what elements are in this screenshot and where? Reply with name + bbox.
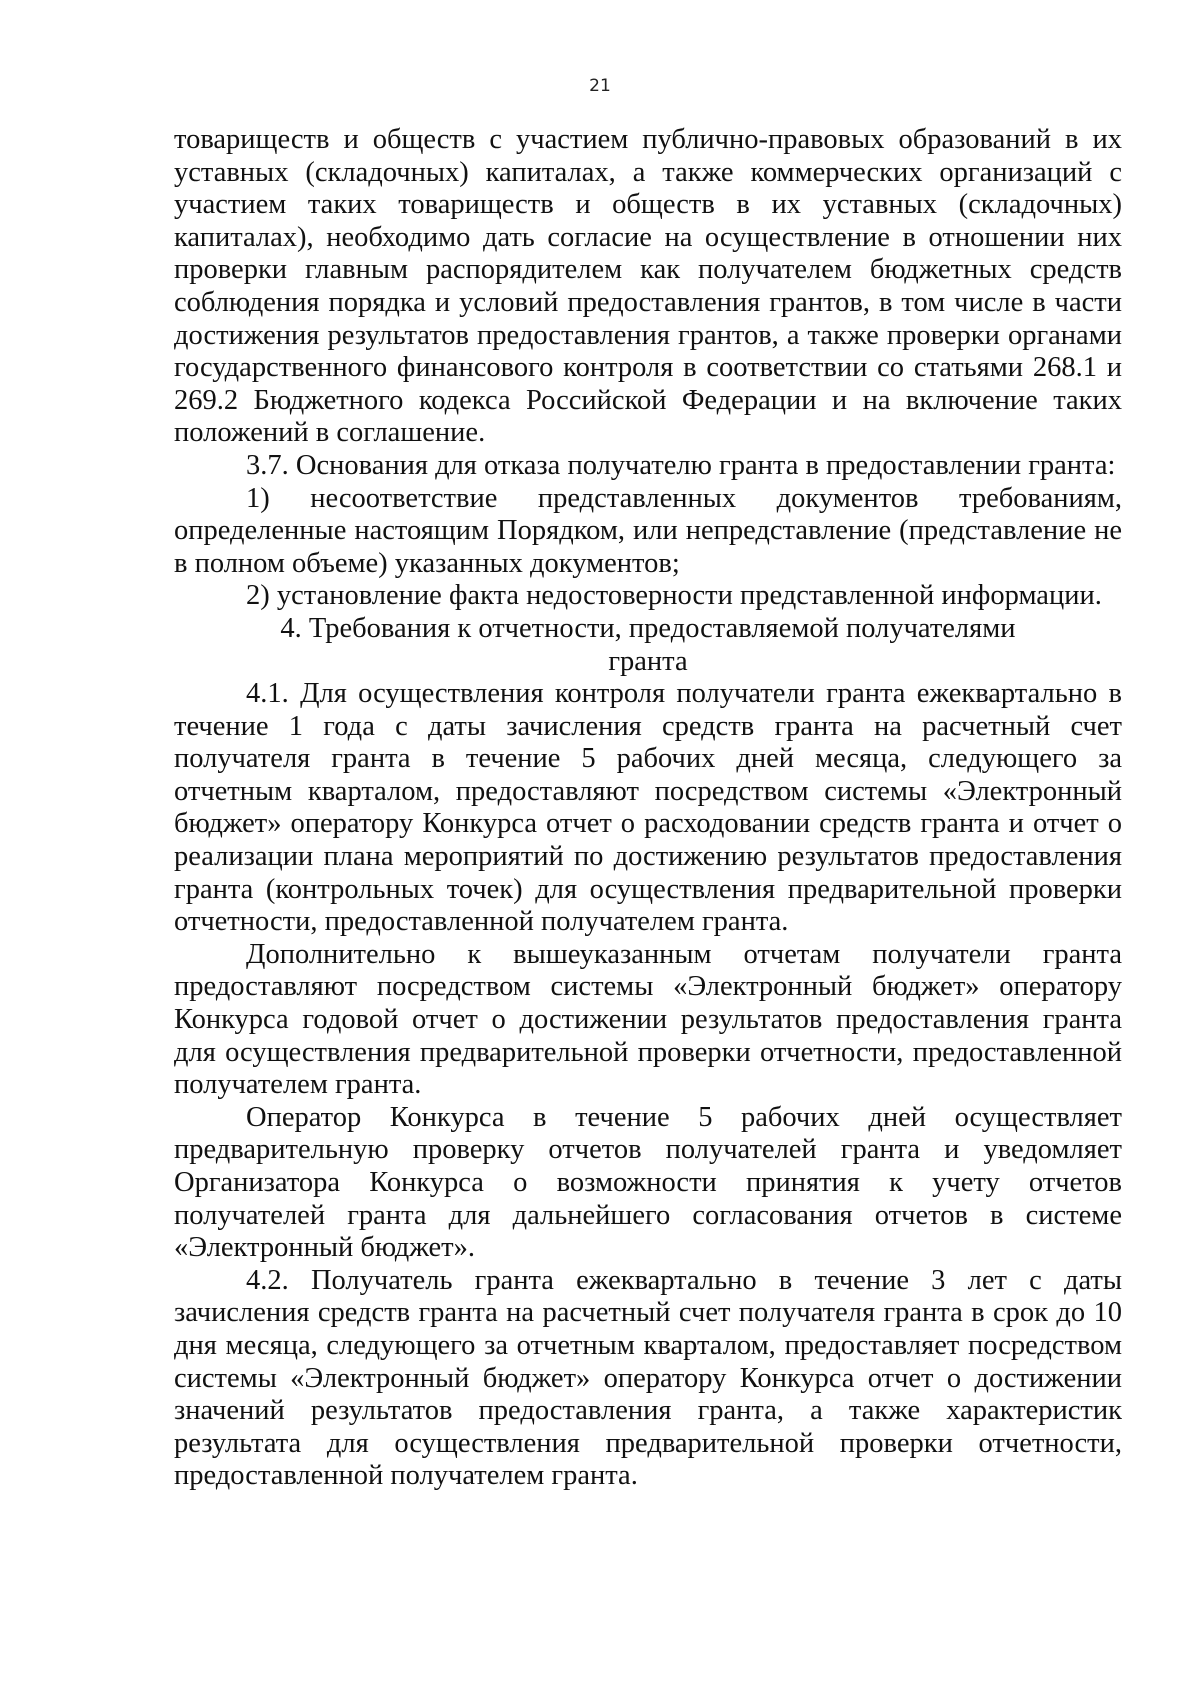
paragraph-4-2: 4.2. Получатель гранта ежеквартально в течение 3 лет с даты зачисления средств гранта на расчетный счет получателя гранта в срок до 10 дня месяца, следующего за отчетным кварталом, предоставляет посредством системы «Электронный бюджет» оператору Конкурса отчет о достижении значений результатов предоставления гранта, а также характеристик результата для осуществления предварительной проверки отчетности, предоставленной получателем гранта.	[174, 1264, 1122, 1492]
paragraph-additional-reports: Дополнительно к вышеуказанным отчетам получатели гранта предоставляют посредством системы «Электронный бюджет» оператору Конкурса годовой отчет о достижении результатов предоставления гранта для осуществления предварительной проверки отчетности, предоставленной получателем гранта.	[174, 938, 1122, 1101]
list-item-1: 1) несоответствие представленных документов требованиям, определенные настоящим Порядком, или непредставление (представление не в полном объеме) указанных документов;	[174, 482, 1122, 579]
paragraph-continuation: товариществ и обществ с участием публично-правовых образований в их уставных (складочных) капиталах, а также коммерческих организаций с участием таких товариществ и обществ в их уставных (складочных) капиталах), необходимо дать согласие на осуществление в отношении них проверки главным распорядителем как получателем бюджетных средств соблюдения порядка и условий предоставления грантов, в том числе в части достижения результатов предоставления грантов, а также проверки органами государственного финансового контроля в соответствии со статьями 268.1 и 269.2 Бюджетного кодекса Российской Федерации и на включение таких положений в соглашение.	[174, 124, 1122, 449]
paragraph-3-7: 3.7. Основания для отказа получателю гранта в предоставлении гранта:	[246, 449, 1116, 481]
page-number: 21	[589, 76, 611, 96]
paragraph-operator-check: Оператор Конкурса в течение 5 рабочих дней осуществляет предварительную проверку отчетов получателей гранта и уведомляет Организатора Конкурса о возможности принятия к учету отчетов получателей гранта для дальнейшего согласования отчетов в системе «Электронный бюджет».	[174, 1101, 1122, 1264]
list-item-2: 2) установление факта недостоверности представленной информации.	[246, 580, 1102, 612]
document-body	[174, 124, 1122, 1493]
section-heading-line-1: 4. Требования к отчетности, предоставляемой получателями	[280, 612, 1016, 644]
paragraph-4-1: 4.1. Для осуществления контроля получатели гранта ежеквартально в течение 1 года с даты зачисления средств гранта на расчетный счет получателя гранта в течение 5 рабочих дней месяца, следующего за отчетным кварталом, предоставляют посредством системы «Электронный бюджет» оператору Конкурса отчет о расходовании средств гранта и отчет о реализации плана мероприятий по достижению результатов предоставления гранта (контрольных точек) для осуществления предварительной проверки отчетности, предоставленной получателем гранта.	[174, 678, 1122, 938]
section-heading-4	[174, 613, 1122, 678]
section-heading-line-2: гранта	[608, 645, 688, 677]
